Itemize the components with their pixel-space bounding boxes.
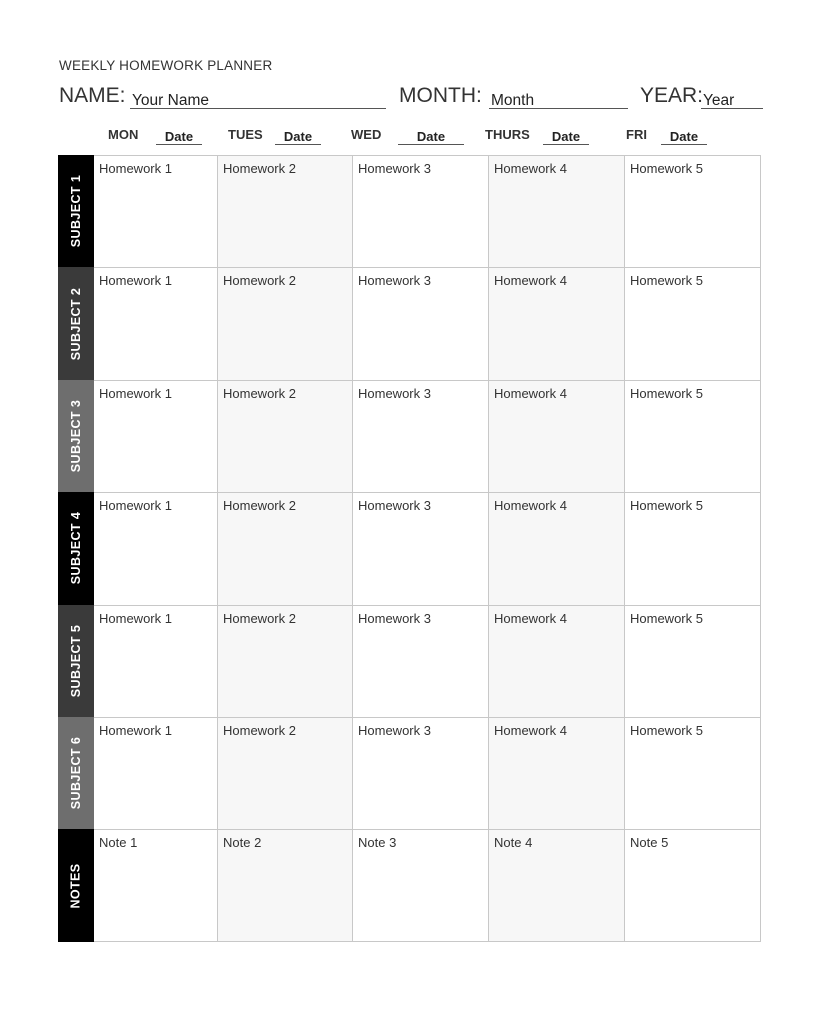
day-label-tues: TUES <box>228 127 263 142</box>
planner-cell[interactable] <box>94 829 218 941</box>
planner-cell[interactable] <box>625 605 761 717</box>
planner-cell[interactable] <box>218 717 353 829</box>
subject-row <box>58 380 761 492</box>
planner-cell[interactable] <box>94 492 218 604</box>
cell-label: Homework 1 <box>99 610 172 626</box>
notes-row <box>58 829 761 941</box>
planner-cell[interactable] <box>489 492 625 604</box>
row-side-label <box>58 492 94 604</box>
planner-cell[interactable] <box>218 267 353 379</box>
planner-cell[interactable] <box>625 380 761 492</box>
cell-label: Homework 4 <box>494 161 567 176</box>
row-side-label <box>58 717 94 829</box>
cell-label: Homework 1 <box>99 385 172 401</box>
cell-label: Homework 2 <box>223 498 296 514</box>
cell-label: Homework 1 <box>99 161 172 176</box>
planner-cell[interactable] <box>489 155 625 267</box>
cell-label: Homework 3 <box>358 498 431 514</box>
row-label: SUBJECT 3 <box>69 399 83 473</box>
planner-cell[interactable] <box>353 829 489 941</box>
cell-label: Homework 5 <box>630 723 703 738</box>
row-label: SUBJECT 2 <box>69 287 83 360</box>
date-field-thurs[interactable]: Date <box>543 129 589 145</box>
cell-label: Homework 4 <box>494 498 567 514</box>
cell-label: Homework 3 <box>358 385 431 401</box>
row-label: SUBJECT 1 <box>69 175 83 248</box>
planner-cell[interactable] <box>489 267 625 379</box>
row-side-label <box>58 155 94 267</box>
date-field-mon[interactable]: Date <box>156 129 202 145</box>
planner-cell[interactable] <box>489 829 625 941</box>
subject-row <box>58 605 761 717</box>
row-label: SUBJECT 5 <box>69 624 83 697</box>
cell-label: Homework 4 <box>494 723 567 738</box>
day-label-fri: FRI <box>626 127 647 142</box>
planner-cell[interactable] <box>94 380 218 492</box>
cell-label: Homework 5 <box>630 385 703 401</box>
planner-cell[interactable] <box>625 155 761 267</box>
planner-cell[interactable] <box>94 717 218 829</box>
subject-row <box>58 717 761 829</box>
subject-row <box>58 267 761 379</box>
planner-cell[interactable] <box>489 605 625 717</box>
row-label: SUBJECT 4 <box>69 512 83 585</box>
year-label: YEAR: <box>640 84 704 107</box>
cell-label: Homework 3 <box>358 610 431 626</box>
row-label: NOTES <box>69 863 83 909</box>
row-label: SUBJECT 6 <box>69 737 83 810</box>
year-field[interactable]: Year <box>701 92 763 109</box>
cell-label: Homework 1 <box>99 498 172 514</box>
planner-cell[interactable] <box>489 717 625 829</box>
cell-label: Homework 4 <box>494 385 567 401</box>
cell-label: Homework 5 <box>630 273 703 289</box>
planner-title: WEEKLY HOMEWORK PLANNER <box>59 58 273 73</box>
planner-cell[interactable] <box>94 155 218 267</box>
planner-cell[interactable] <box>353 717 489 829</box>
cell-label: Homework 5 <box>630 161 703 176</box>
planner-grid <box>58 155 761 942</box>
planner-cell[interactable] <box>353 380 489 492</box>
planner-cell[interactable] <box>353 155 489 267</box>
planner-cell[interactable] <box>353 605 489 717</box>
cell-label: Homework 2 <box>223 161 296 176</box>
cell-label: Homework 2 <box>223 273 296 289</box>
day-header <box>0 126 819 148</box>
cell-label: Homework 4 <box>494 610 567 626</box>
row-side-label <box>58 605 94 717</box>
cell-label: Homework 5 <box>630 498 703 514</box>
subject-row <box>58 155 761 267</box>
cell-label: Homework 2 <box>223 385 296 401</box>
row-side-label <box>58 380 94 492</box>
cell-label: Note 4 <box>494 835 533 851</box>
cell-label: Homework 2 <box>223 723 296 738</box>
month-field[interactable]: Month <box>489 92 628 109</box>
date-field-tues[interactable]: Date <box>275 129 321 145</box>
cell-label: Note 1 <box>99 835 138 851</box>
cell-label: Homework 3 <box>358 723 431 738</box>
cell-label: Note 5 <box>630 835 669 851</box>
cell-label: Note 2 <box>223 835 262 851</box>
planner-cell[interactable] <box>218 380 353 492</box>
month-label: MONTH: <box>399 84 482 107</box>
planner-cell[interactable] <box>218 492 353 604</box>
subject-row <box>58 492 761 604</box>
planner-cell[interactable] <box>94 605 218 717</box>
cell-label: Homework 5 <box>630 610 703 626</box>
day-label-wed: WED <box>351 127 382 142</box>
planner-cell[interactable] <box>94 267 218 379</box>
planner-cell[interactable] <box>353 492 489 604</box>
planner-cell[interactable] <box>489 380 625 492</box>
planner-cell[interactable] <box>625 267 761 379</box>
row-side-label <box>58 829 94 941</box>
row-side-label <box>58 267 94 379</box>
name-field[interactable]: Your Name <box>130 92 386 109</box>
planner-cell[interactable] <box>218 605 353 717</box>
planner-cell[interactable] <box>625 717 761 829</box>
planner-cell[interactable] <box>218 829 353 941</box>
cell-label: Note 3 <box>358 835 397 851</box>
cell-label: Homework 3 <box>358 161 431 176</box>
date-field-fri[interactable]: Date <box>661 129 707 145</box>
planner-cell[interactable] <box>625 829 761 941</box>
name-label: NAME: <box>59 84 126 107</box>
cell-label: Homework 1 <box>99 723 172 738</box>
day-label-mon: MON <box>108 127 139 142</box>
cell-label: Homework 3 <box>358 273 431 289</box>
day-label-thurs: THURS <box>485 127 530 142</box>
planner-cell[interactable] <box>625 492 761 604</box>
header-fields <box>0 84 819 114</box>
cell-label: Homework 2 <box>223 610 296 626</box>
planner-cell[interactable] <box>218 155 353 267</box>
cell-label: Homework 1 <box>99 273 172 289</box>
cell-label: Homework 4 <box>494 273 567 289</box>
date-field-wed[interactable]: Date <box>398 129 464 145</box>
planner-cell[interactable] <box>353 267 489 379</box>
